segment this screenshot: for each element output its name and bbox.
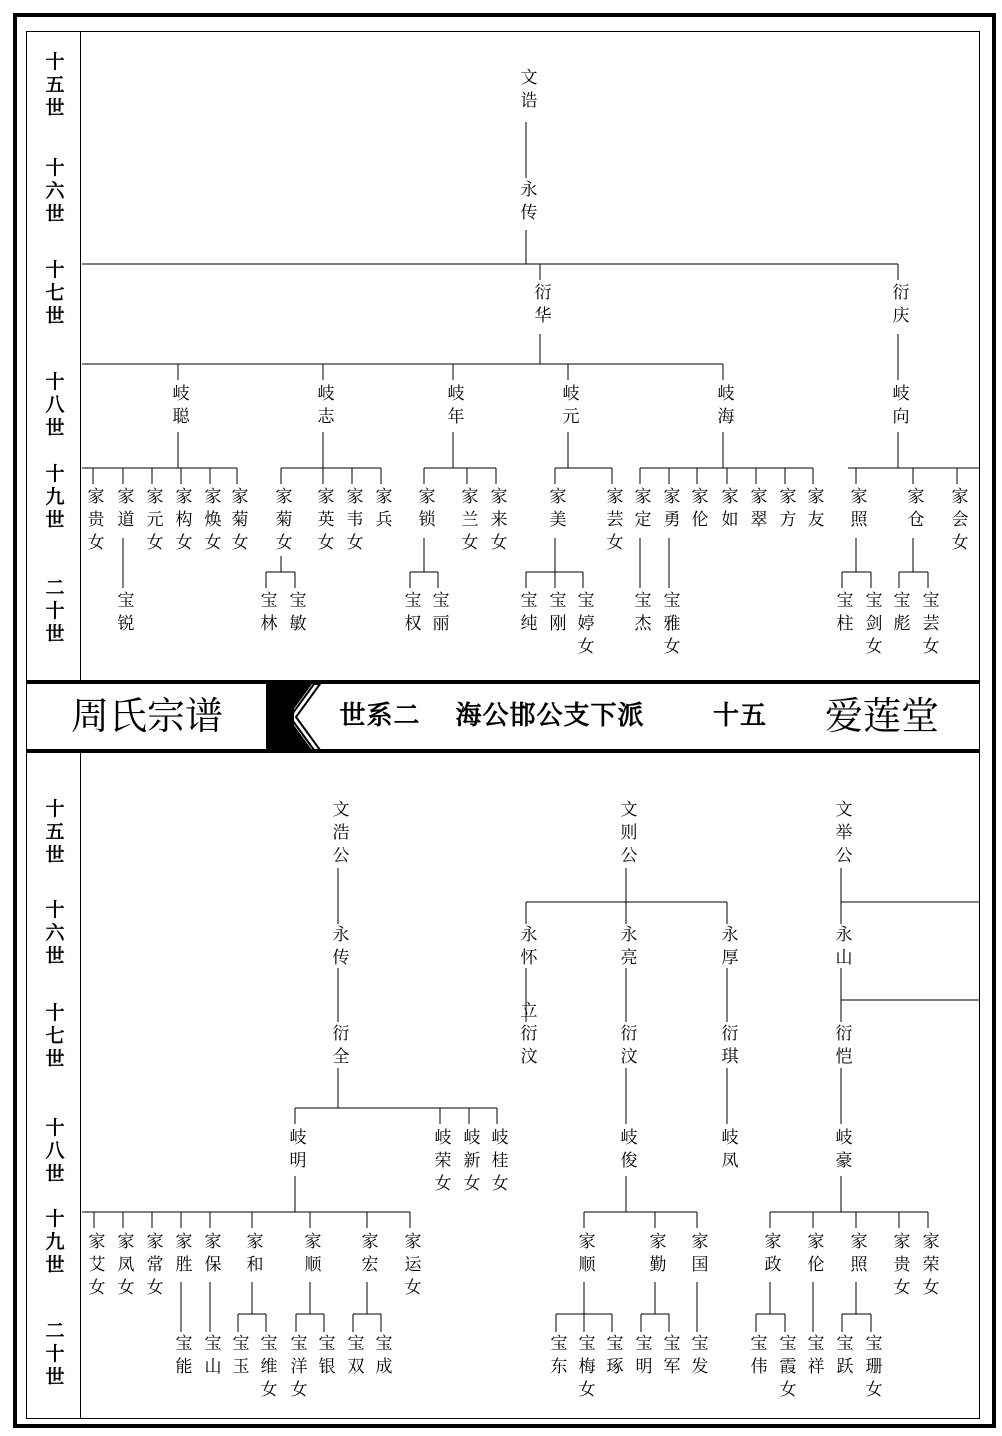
person-name: 文浩公 — [328, 800, 349, 869]
person-name: 宝纯 — [516, 591, 537, 637]
person-name: 宝军 — [659, 1334, 680, 1380]
person-name: 家如 — [717, 487, 738, 533]
person-name: 衍华 — [530, 283, 551, 329]
person-name: 家宏 — [357, 1232, 378, 1278]
person-name: 宝锐 — [113, 591, 134, 637]
generation-label-bottom: 十六世 — [42, 899, 65, 969]
person-name: 宝明 — [631, 1334, 652, 1380]
person-name: 宝林 — [256, 591, 277, 637]
person-name: 家照 — [846, 1232, 867, 1278]
person-name: 宝柱 — [832, 591, 853, 637]
person-name: 家锁 — [414, 487, 435, 533]
person-name: 家和 — [242, 1232, 263, 1278]
generation-label-top: 二十世 — [42, 577, 65, 647]
person-name: 家运女 — [400, 1232, 421, 1301]
person-name: 家芸女 — [602, 487, 623, 556]
banner-hall: 爱莲堂 — [824, 694, 940, 738]
banner-page-number: 十五 — [712, 701, 768, 731]
person-name: 家构女 — [171, 487, 192, 556]
person-name: 宝维女 — [256, 1334, 277, 1403]
person-name: 宝丽 — [428, 591, 449, 637]
person-name: 宝跃 — [832, 1334, 853, 1380]
person-name: 家菊女 — [227, 487, 248, 556]
person-name: 文诰 — [516, 68, 537, 114]
person-name: 宝霞女 — [775, 1334, 796, 1403]
person-name: 岐新女 — [459, 1128, 480, 1197]
person-name: 家顺 — [300, 1232, 321, 1278]
person-name: 家韦女 — [342, 487, 363, 556]
person-name: 岐桂女 — [487, 1128, 508, 1197]
person-name: 宝东 — [546, 1334, 567, 1380]
person-name: 家会女 — [947, 487, 968, 556]
generation-label-top: 十九世 — [42, 463, 65, 533]
person-name: 岐聪 — [168, 384, 189, 430]
person-name: 家伦 — [687, 487, 708, 533]
person-name: 衍恺 — [831, 1024, 852, 1070]
person-name: 家勤 — [645, 1232, 666, 1278]
person-name: 宝伟 — [746, 1334, 767, 1380]
generation-label-bottom: 十七世 — [42, 1002, 65, 1072]
generation-label-top: 十五世 — [42, 51, 65, 121]
person-name: 宝银 — [314, 1334, 335, 1380]
person-name: 立衍汶 — [516, 1001, 537, 1070]
person-name: 家兰女 — [457, 487, 478, 556]
person-name: 宝婷女 — [573, 591, 594, 660]
generation-label-top: 十八世 — [42, 371, 65, 441]
banner-title: 周氏宗谱 — [70, 694, 224, 738]
person-name: 文则公 — [616, 800, 637, 869]
person-name: 宝刚 — [545, 591, 566, 637]
person-name: 家贵女 — [83, 487, 104, 556]
person-name: 岐向 — [888, 384, 909, 430]
person-name: 家照 — [846, 487, 867, 533]
person-name: 家定 — [630, 487, 651, 533]
person-name: 衍庆 — [888, 283, 909, 329]
person-name: 家荣女 — [918, 1232, 939, 1301]
person-name: 宝双 — [343, 1334, 364, 1380]
person-name: 家友 — [803, 487, 824, 533]
person-name: 岐俊 — [616, 1128, 637, 1174]
person-name: 家贵女 — [889, 1232, 910, 1301]
person-name: 岐凤 — [717, 1128, 738, 1174]
person-name: 家常女 — [142, 1232, 163, 1301]
person-name: 家伦 — [803, 1232, 824, 1278]
person-name: 宝珊女 — [861, 1334, 882, 1403]
person-name: 家仓 — [903, 487, 924, 533]
person-name: 家兵 — [371, 487, 392, 533]
person-name: 宝权 — [400, 591, 421, 637]
person-name: 家焕女 — [200, 487, 221, 556]
generation-label-top: 十七世 — [42, 259, 65, 329]
person-name: 永怀 — [516, 925, 537, 971]
person-name: 宝雅女 — [659, 591, 680, 660]
generation-label-bottom: 十五世 — [42, 798, 65, 868]
person-name: 家英女 — [313, 487, 334, 556]
person-name: 岐志 — [313, 384, 334, 430]
person-name: 宝发 — [687, 1334, 708, 1380]
person-name: 宝彪 — [889, 591, 910, 637]
person-name: 衍琪 — [717, 1024, 738, 1070]
person-name: 宝梅女 — [574, 1334, 595, 1403]
person-name: 宝琢 — [602, 1334, 623, 1380]
generation-label-bottom: 十九世 — [42, 1208, 65, 1278]
person-name: 宝杰 — [630, 591, 651, 637]
person-name: 家顺 — [574, 1232, 595, 1278]
person-name: 宝剑女 — [861, 591, 882, 660]
person-name: 衍全 — [328, 1024, 349, 1070]
person-name: 宝祥 — [803, 1334, 824, 1380]
person-name: 岐年 — [443, 384, 464, 430]
person-name: 家美 — [545, 487, 566, 533]
person-name: 永传 — [328, 925, 349, 971]
person-name: 衍汶 — [616, 1024, 637, 1070]
person-name: 家菊女 — [271, 487, 292, 556]
person-name: 宝洋女 — [286, 1334, 307, 1403]
person-name: 家方 — [775, 487, 796, 533]
person-name: 永厚 — [717, 925, 738, 971]
person-name: 家道 — [113, 487, 134, 533]
person-name: 岐豪 — [831, 1128, 852, 1174]
banner-section: 世系二 — [339, 701, 421, 731]
person-name: 永传 — [516, 180, 537, 226]
person-name: 宝芸女 — [918, 591, 939, 660]
person-name: 宝敏 — [285, 591, 306, 637]
person-name: 家保 — [200, 1232, 221, 1278]
person-name: 岐明 — [285, 1128, 306, 1174]
person-name: 家元女 — [142, 487, 163, 556]
person-name: 家艾女 — [84, 1232, 105, 1301]
generation-label-bottom: 十八世 — [42, 1117, 65, 1187]
person-name: 岐元 — [558, 384, 579, 430]
person-name: 宝山 — [200, 1334, 221, 1380]
person-name: 宝成 — [371, 1334, 392, 1380]
person-name: 家翠 — [746, 487, 767, 533]
person-name: 家来女 — [486, 487, 507, 556]
person-name: 家国 — [687, 1232, 708, 1278]
person-name: 家胜 — [171, 1232, 192, 1278]
generation-label-bottom: 二十世 — [42, 1320, 65, 1390]
person-name: 永亮 — [616, 925, 637, 971]
person-name: 家勇 — [659, 487, 680, 533]
person-name: 文举公 — [831, 800, 852, 869]
person-name: 岐海 — [713, 384, 734, 430]
person-name: 家政 — [760, 1232, 781, 1278]
person-name: 宝玉 — [228, 1334, 249, 1380]
person-name: 宝能 — [171, 1334, 192, 1380]
banner-branch: 海公邯公支下派 — [455, 701, 645, 731]
person-name: 家凤女 — [113, 1232, 134, 1301]
person-name: 永山 — [831, 925, 852, 971]
generation-label-top: 十六世 — [42, 157, 65, 227]
person-name: 岐荣女 — [430, 1128, 451, 1197]
